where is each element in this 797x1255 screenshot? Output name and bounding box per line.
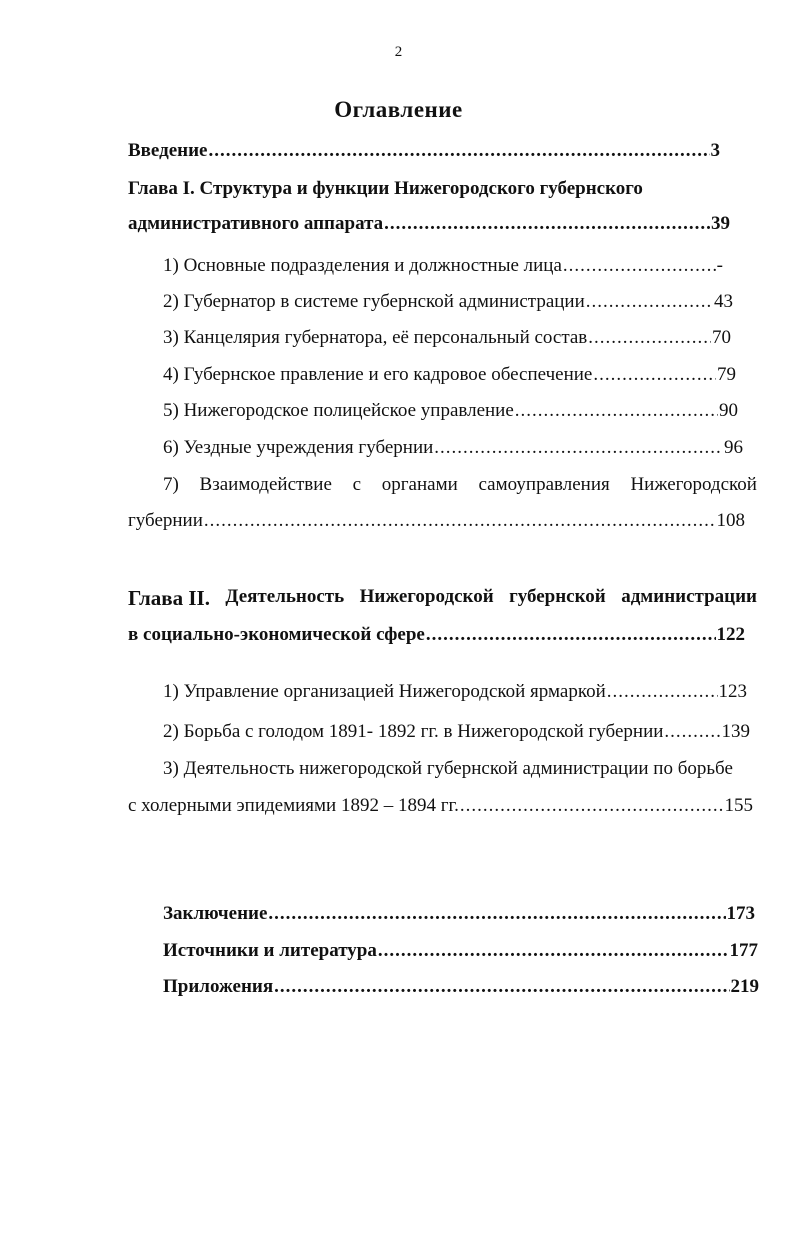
toc-entry-label: 2) Губернатор в системе губернской администрации	[163, 291, 585, 312]
toc-entry-page: 155	[724, 795, 753, 816]
toc-entry-label: Приложения	[163, 976, 274, 997]
chapter-2-title-line-1[interactable]	[128, 586, 757, 611]
toc-entry-label-part: губернской	[509, 586, 606, 607]
toc-entry-label: 1) Управление организацией Нижегородской ярмаркой	[163, 681, 606, 702]
leader-dots	[204, 510, 716, 532]
toc-entry-label: 6) Уездные учреждения губернии	[163, 437, 434, 458]
toc-entry-ch1-s7-line-1[interactable]	[163, 474, 757, 496]
leader-dots	[378, 940, 729, 962]
toc-entry-label: 3) Канцелярия губернатора, её персональный состав	[163, 327, 588, 348]
leader-dots	[588, 327, 711, 349]
toc-entry-ch1-s7-line-2[interactable]	[128, 510, 745, 532]
toc-entry-label: 5) Нижегородское полицейское управление	[163, 400, 514, 421]
toc-entry-label-part: с	[352, 474, 362, 495]
toc-entry-label: 4) Губернское правление и его кадровое обеспечение	[163, 364, 593, 385]
leader-dots	[426, 624, 716, 646]
toc-entry-page: 90	[719, 400, 738, 421]
toc-entry-appendices[interactable]	[163, 976, 759, 998]
toc-entry-label-part: органами	[381, 474, 458, 495]
leader-dots	[460, 795, 724, 817]
page-title: Оглавление	[334, 97, 463, 122]
toc-entry-page: 3	[710, 140, 720, 161]
toc-entry-page: 39	[711, 213, 730, 234]
toc-entry-ch2-s3-line-2[interactable]	[128, 795, 753, 817]
toc-entry-page: 219	[730, 976, 759, 997]
leader-dots	[515, 400, 718, 422]
toc-entry-label-part: Взаимодействие	[199, 474, 332, 495]
toc-entry-page: 96	[724, 437, 743, 458]
toc-entry-label: Заключение	[163, 903, 268, 924]
toc-entry-conclusion[interactable]	[163, 903, 755, 925]
toc-entry-label: 2) Борьба с голодом 1891- 1892 гг. в Нижегородской губернии	[163, 721, 664, 742]
toc-entry-label-part: 7)	[163, 474, 179, 495]
toc-entry-label: губернии	[128, 510, 203, 531]
leader-dots	[563, 255, 716, 277]
toc-entry-page: -	[716, 255, 723, 276]
toc-entry-page: 173	[726, 903, 755, 924]
toc-entry-ch2-s2[interactable]	[163, 721, 750, 743]
toc-entry-ch1-s5[interactable]	[163, 400, 738, 422]
toc-entry-label: Источники и литература	[163, 940, 377, 961]
toc-entry-label: с холерными эпидемиями 1892 – 1894 гг.	[128, 795, 459, 816]
leader-dots	[209, 140, 710, 162]
toc-entry-label-part: самоуправления	[478, 474, 610, 495]
toc-entry-page: 139	[721, 721, 750, 742]
toc-entry-ch1-s3[interactable]	[163, 327, 731, 349]
toc-entry-label-part: администрации	[621, 586, 757, 607]
toc-entry-label: 1) Основные подразделения и должностные лица	[163, 255, 562, 276]
toc-entry-label-part: Деятельность	[225, 586, 345, 607]
leader-dots	[268, 903, 725, 925]
toc-entry-page: 70	[712, 327, 731, 348]
toc-entry-label: Введение	[128, 140, 208, 161]
leader-dots	[384, 213, 710, 235]
toc-entry-page: 108	[716, 510, 745, 531]
toc-entry-label: административного аппарата	[128, 213, 384, 234]
leader-dots	[593, 364, 716, 386]
toc-entry-page: 177	[729, 940, 758, 961]
toc-entry-ch2-s1[interactable]	[163, 681, 747, 703]
leader-dots	[586, 291, 713, 313]
leader-dots	[434, 437, 723, 459]
page-number: 2	[394, 44, 403, 60]
toc-entry-ch1-s4[interactable]	[163, 364, 736, 386]
toc-entry-ch1-s1[interactable]	[163, 255, 723, 277]
toc-entry-page: 123	[718, 681, 747, 702]
toc-entry-introduction[interactable]	[128, 140, 720, 162]
toc-entry-page: 122	[716, 624, 745, 645]
toc-entry-label-part: Нижегородской	[630, 474, 757, 495]
toc-entry-chapter-1[interactable]	[128, 213, 730, 235]
toc-entry-label-part: Нижегородской	[359, 586, 494, 607]
leader-dots	[274, 976, 729, 998]
toc-entry-chapter-2[interactable]	[128, 624, 745, 646]
leader-dots	[664, 721, 720, 743]
toc-entry-ch2-s3-line-1[interactable]: 3) Деятельность нижегородской губернской администрации по борьбе	[163, 758, 733, 779]
chapter-1-title-line-1[interactable]: Глава I. Структура и функции Нижегородского губернского	[128, 178, 643, 199]
leader-dots	[607, 681, 718, 703]
chapter-label: Глава II.	[128, 586, 210, 610]
toc-entry-page: 43	[714, 291, 733, 312]
toc-entry-ch1-s2[interactable]	[163, 291, 733, 313]
toc-entry-label: в социально-экономической сфере	[128, 624, 425, 645]
toc-entry-page: 79	[717, 364, 736, 385]
toc-entry-sources[interactable]	[163, 940, 758, 962]
toc-entry-ch1-s6[interactable]	[163, 437, 743, 459]
